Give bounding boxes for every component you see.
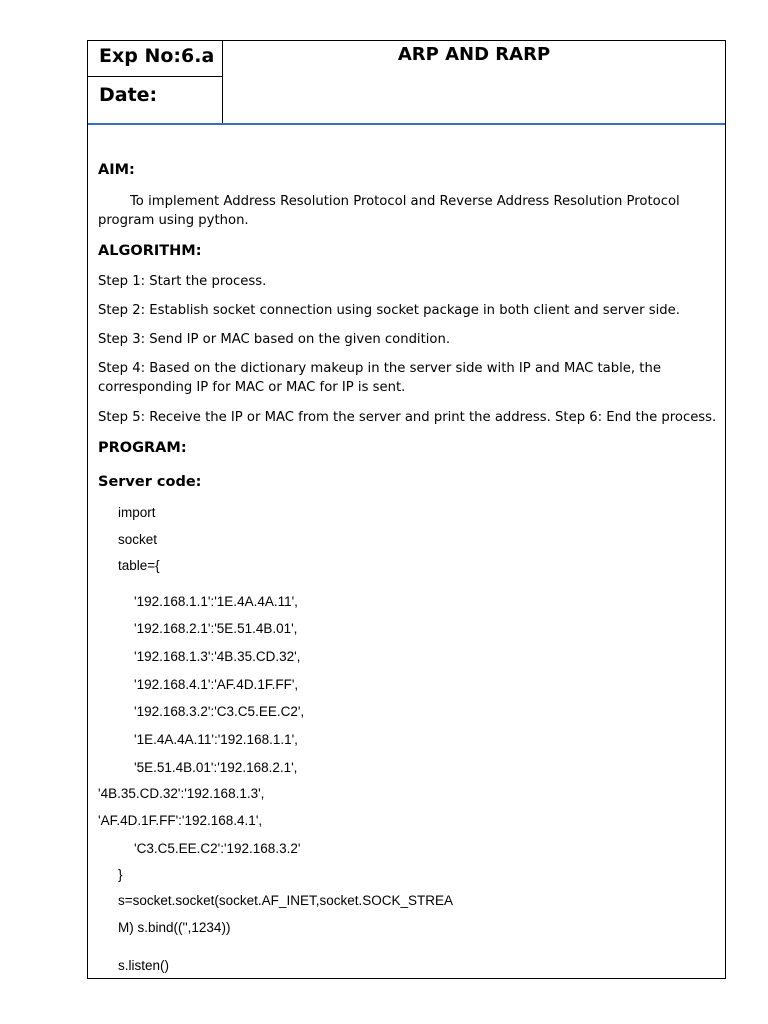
server-code-heading: Server code: <box>98 474 202 490</box>
code-line: socket <box>118 532 158 547</box>
code-line: '1E.4A.4A.11':'192.168.1.1', <box>134 732 298 747</box>
algorithm-step: Step 3: Send IP or MAC based on the given condition. <box>98 332 451 347</box>
code-line: s.listen() <box>118 958 170 973</box>
aim-text: To implement Address Resolution Protocol and Reverse Address Resolution Protocol program using python. <box>98 194 680 228</box>
code-line: '192.168.1.3':'4B.35.CD.32', <box>134 649 301 664</box>
code-line: table={ <box>118 558 160 573</box>
code-line: '192.168.4.1':'AF.4D.1F.FF', <box>134 677 299 692</box>
code-line: '192.168.2.1':'5E.51.4B.01', <box>134 621 298 636</box>
code-line: '4B.35.CD.32':'192.168.1.3', <box>98 786 265 801</box>
algorithm-step: Step 4: Based on the dictionary makeup in the server side with IP and MAC table, the corresponding IP for MAC or MAC for IP is sent. <box>98 361 661 395</box>
page-title: ARP AND RARP <box>397 44 551 65</box>
page-frame <box>87 40 726 979</box>
header-divider <box>88 123 725 125</box>
code-line: import <box>118 505 156 520</box>
program-heading: PROGRAM: <box>98 440 187 456</box>
exp-no-label: Exp No:6.a <box>99 45 215 67</box>
date-cell <box>88 77 223 124</box>
code-line: s=socket.socket(socket.AF_INET,socket.SOCK_STREA <box>118 893 453 908</box>
code-line: M) s.bind(('',1234)) <box>118 920 231 935</box>
code-line: 'AF.4D.1F.FF':'192.168.4.1', <box>98 813 263 828</box>
exp-no-cell <box>88 41 223 77</box>
algorithm-step: Step 1: Start the process. <box>98 274 267 289</box>
algorithm-heading: ALGORITHM: <box>98 243 202 259</box>
title-cell <box>223 41 725 124</box>
code-line: } <box>118 867 123 882</box>
code-line: '5E.51.4B.01':'192.168.2.1', <box>134 760 298 775</box>
code-line: '192.168.1.1':'1E.4A.4A.11', <box>134 594 298 609</box>
code-line: 'C3.C5.EE.C2':'192.168.3.2' <box>134 841 301 856</box>
algorithm-step: Step 2: Establish socket connection using socket package in both client and server side. <box>98 303 680 318</box>
aim-heading: AIM: <box>98 162 135 178</box>
date-label: Date: <box>99 84 158 106</box>
code-line: '192.168.3.2':'C3.C5.EE.C2', <box>134 704 305 719</box>
algorithm-step: Step 5: Receive the IP or MAC from the server and print the address. Step 6: End the process. <box>98 410 717 425</box>
